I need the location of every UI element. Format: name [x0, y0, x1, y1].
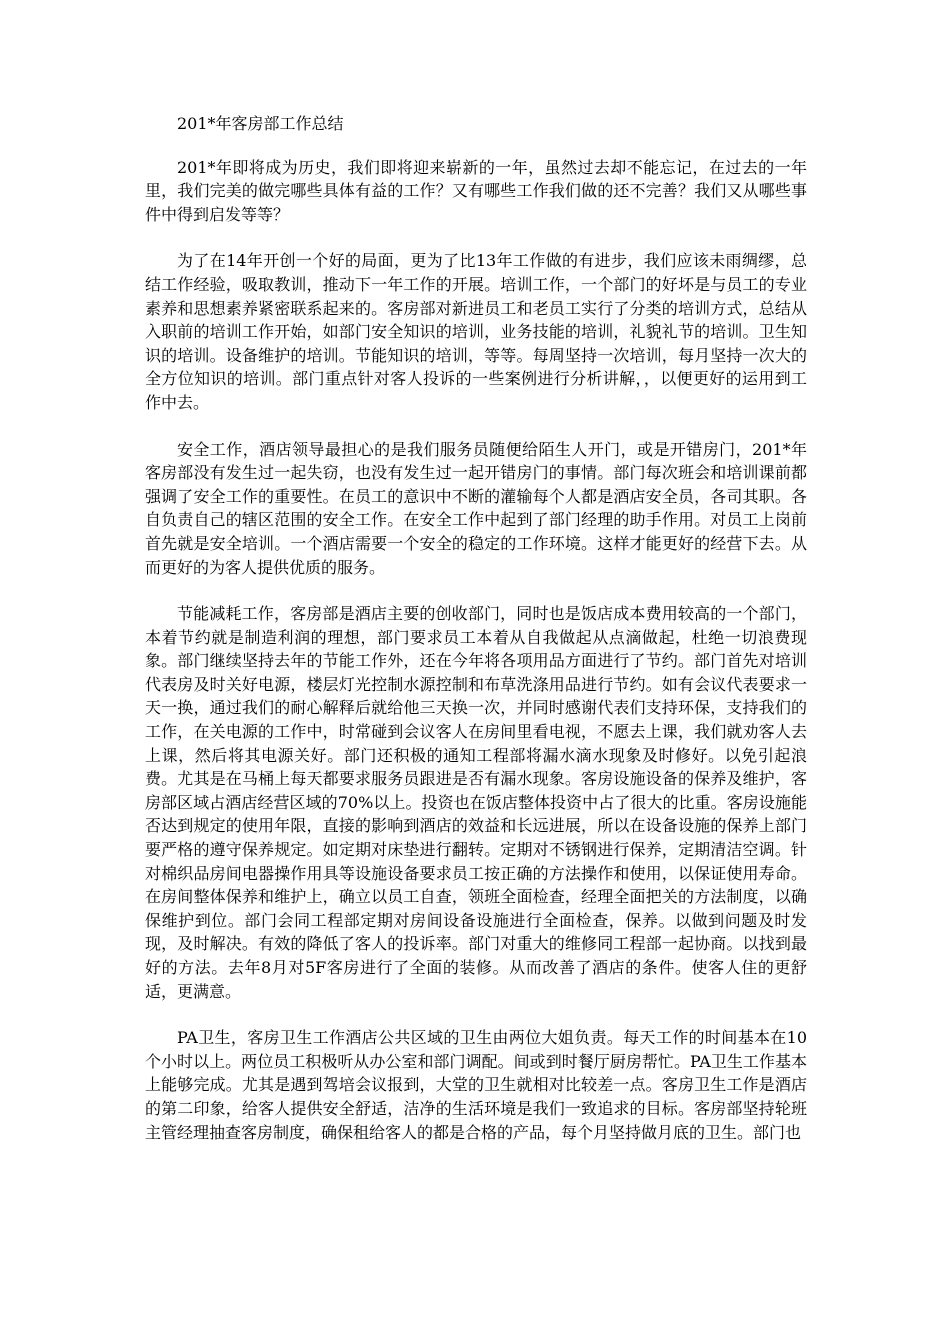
paragraph-safety: 安全工作，酒店领导最担心的是我们服务员随便给陌生人开门，或是开错房门，201*年客房部没有发生过一起失窃，也没有发生过一起开错房门的事情。部门每次班会和培训课前都强调了安全工作的重要性。在员工的意识中不断的灌输每个人都是酒店安全员，各司其职。各自负责自己的辖区范围的安全工作。在安全工作中起到了部门经理的助手作用。对员工上岗前首先就是安全培训。一个酒店需要一个安全的稳定的工作环境。这样才能更好的经营下去。从而更好的为客人提供优质的服务。: [145, 439, 807, 577]
paragraph-training: 为了在14年开创一个好的局面，更为了比13年工作做的有进步，我们应该未雨绸缪，总结工作经验，吸取教训，推动下一年工作的开展。培训工作，一个部门的好坏是与员工的专业素养和思想素养紧密联系起来的。客房部对新进员工和老员工实行了分类的培训方式，总结从入职前的培训工作开始，如部门安全知识的培训，业务技能的培训，礼貌礼节的培训。卫生知识的培训。设备维护的培训。节能知识的培训，等等。每周坚持一次培训，每月坚持一次大的全方位知识的培训。部门重点针对客人投诉的一些案例进行分析讲解，，以便更好的运用到工作中去。: [145, 251, 807, 412]
document-title: 201*年客房部工作总结: [177, 114, 344, 133]
paragraph-intro: 201*年即将成为历史，我们即将迎来崭新的一年，虽然过去却不能忘记，在过去的一年里，我们完美的做完哪些具体有益的工作？又有哪些工作我们做的还不完善？我们又从哪些事件中得到启发等等？: [145, 157, 807, 224]
paragraph-pa-hygiene: PA卫生，客房卫生工作酒店公共区域的卫生由两位大姐负责。每天工作的时间基本在10个小时以上。两位员工积极听从办公室和部门调配。间或到时餐厅厨房帮忙。PA卫生工作基本上能够完成。尤其是遇到驾培会议报到，大堂的卫生就相对比较差一点。客房卫生工作是酒店的第二印象，给客人提供安全舒适，洁净的生活环境是我们一致追求的目标。客房部坚持轮班主管经理抽查客房制度，确保租给客人的都是合格的产品，每个月坚持做月底的卫生。部门也: [145, 1028, 807, 1142]
document-page: [145, 112, 807, 1144]
paragraph-energy-saving: 节能减耗工作，客房部是酒店主要的创收部门，同时也是饭店成本费用较高的一个部门，本着节约就是制造利润的理想，部门要求员工本着从自我做起从点滴做起，杜绝一切浪费现象。部门继续坚持去年的节能工作外，还在今年将各项用品方面进行了节约。部门首先对培训代表房及时关好电源，楼层灯光控制水源控制和布草洗涤用品进行节约。如有会议代表要求一天一换，通过我们的耐心解释后就给他三天换一次，并同时感谢代表们支持环保，支持我们的工作，在关电源的工作中，时常碰到会议客人在房间里看电视，不愿去上课，我们就劝客人去上课，然后将其电源关好。部门还积极的通知工程部将漏水滴水现象及时修好。以免引起浪费。尤其是在马桶上每天都要求服务员跟进是否有漏水现象。客房设施设备的保养及维护，客房部区域占酒店经营区域的70%以上。投资也在饭店整体投资中占了很大的比重。客房设施能否达到规定的使用年限，直接的影响到酒店的效益和长远进展，所以在设备设施的保养上部门要严格的遵守保养规定。如定期对床垫进行翻转。定期对不锈钢进行保养，定期清洁空调。针对棉织品房间电器操作用具等设施设备要求员工按正确的方法操作和使用，以保证使用寿命。在房间整体保养和维护上，确立以员工自查，领班全面检查，经理全面把关的方法制度，以确保维护到位。部门会同工程部定期对房间设备设施进行全面检查，保养。以做到问题及时发现，及时解决。有效的降低了客人的投诉率。部门对重大的维修同工程部一起协商。以找到最好的方法。去年8月对5F客房进行了全面的装修。从而改善了酒店的条件。使客人住的更舒适，更满意。: [145, 604, 807, 1001]
